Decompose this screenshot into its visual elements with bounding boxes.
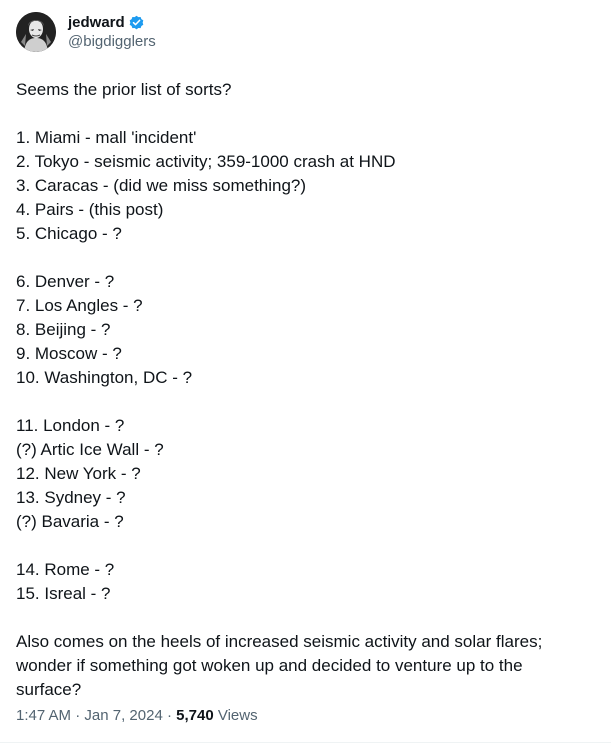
display-name[interactable]: jedward bbox=[68, 13, 125, 31]
closing-line: surface? bbox=[16, 680, 82, 699]
author-handle[interactable]: @bigdigglers bbox=[68, 33, 156, 50]
list-item: 3. Caracas - (did we miss something?) bbox=[16, 176, 307, 195]
list-item: (?) Bavaria - ? bbox=[16, 512, 124, 531]
list-item: 8. Beijing - ? bbox=[16, 320, 111, 339]
list-item: 9. Moscow - ? bbox=[16, 344, 122, 363]
meta-separator: · bbox=[162, 707, 177, 724]
tweet-intro: Seems the prior list of sorts? bbox=[16, 80, 232, 99]
list-item: 15. Isreal - ? bbox=[16, 584, 111, 603]
list-item: 14. Rome - ? bbox=[16, 560, 115, 579]
list-item: (?) Artic Ice Wall - ? bbox=[16, 440, 164, 459]
verified-badge-icon[interactable] bbox=[128, 14, 145, 31]
list-item: 5. Chicago - ? bbox=[16, 224, 122, 243]
list-item: 1. Miami - mall 'incident' bbox=[16, 128, 197, 147]
list-item: 11. London - ? bbox=[16, 416, 125, 435]
author-names bbox=[68, 12, 156, 52]
list-item: 2. Tokyo - seismic activity; 359-1000 crash at HND bbox=[16, 152, 396, 171]
profile-portrait-icon[interactable] bbox=[16, 12, 56, 52]
list-item: 7. Los Angles - ? bbox=[16, 296, 143, 315]
views-count[interactable]: 5,740 bbox=[176, 707, 214, 724]
tweet-text bbox=[16, 78, 595, 702]
views-label: Views bbox=[213, 707, 258, 724]
closing-line: wonder if something got woken up and decided to venture up to the bbox=[16, 656, 523, 675]
meta-separator: · bbox=[71, 707, 85, 724]
list-item: 4. Pairs - (this post) bbox=[16, 200, 164, 219]
tweet-meta bbox=[16, 704, 258, 728]
list-item: 6. Denver - ? bbox=[16, 272, 115, 291]
display-name-row bbox=[68, 12, 156, 32]
list-item: 12. New York - ? bbox=[16, 464, 141, 483]
tweet-date[interactable]: Jan 7, 2024 bbox=[84, 707, 163, 724]
list-item: 10. Washington, DC - ? bbox=[16, 368, 193, 387]
tweet-time[interactable]: 1:47 AM bbox=[16, 707, 72, 724]
closing-line: Also comes on the heels of increased seismic activity and solar flares; bbox=[16, 632, 543, 651]
tweet-header bbox=[16, 12, 595, 60]
list-item: 13. Sydney - ? bbox=[16, 488, 126, 507]
